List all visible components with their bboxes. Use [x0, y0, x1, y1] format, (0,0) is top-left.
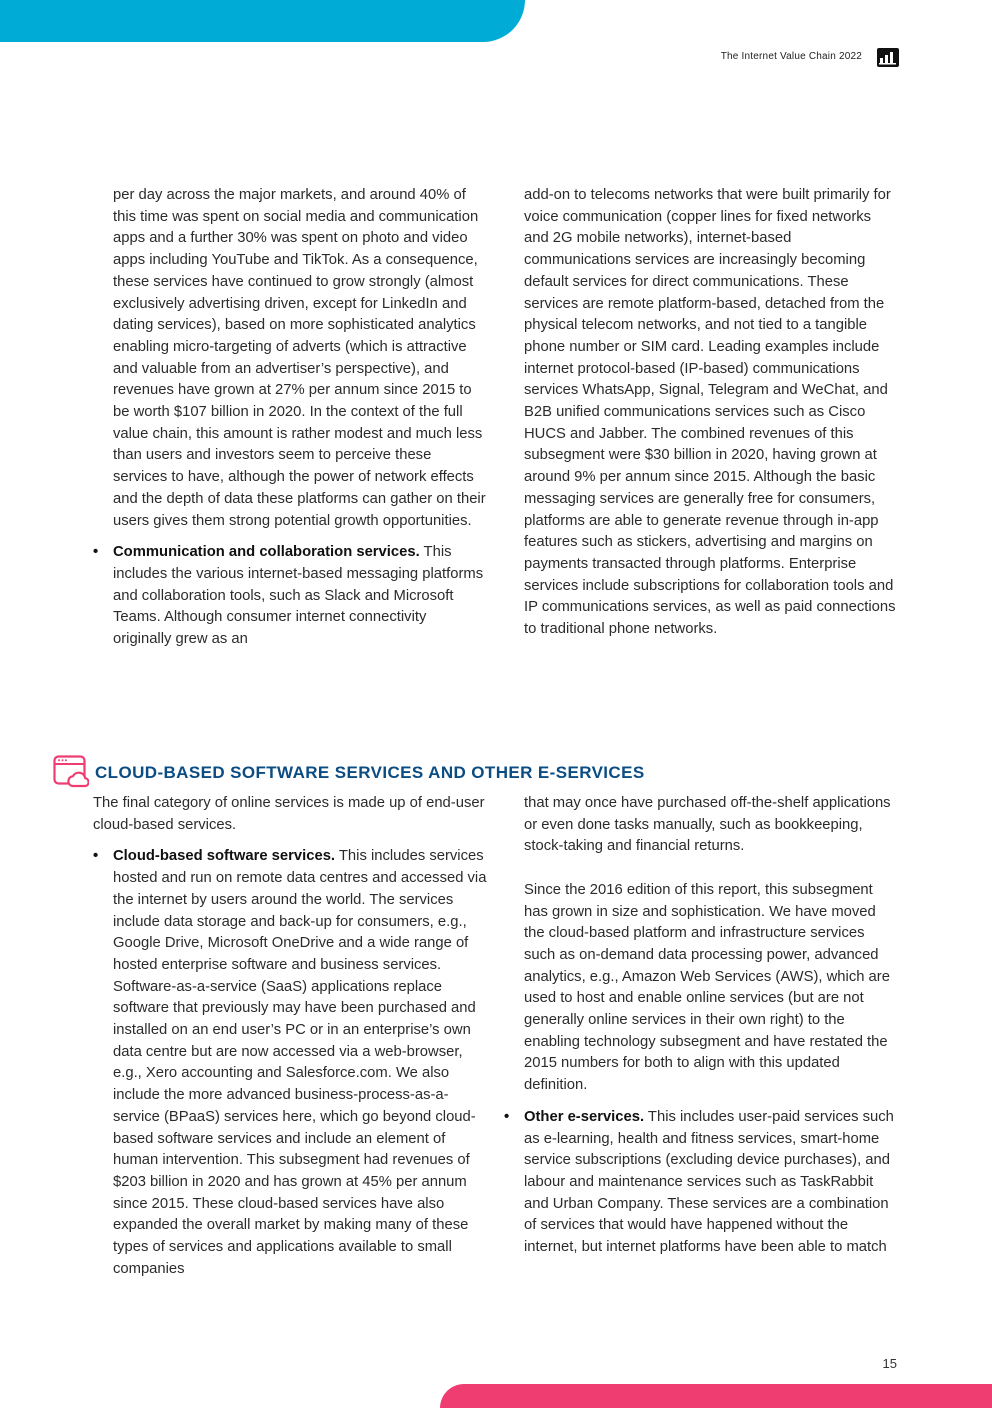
lower-left-column [93, 793, 488, 1280]
section-title: CLOUD-BASED SOFTWARE SERVICES AND OTHER E-SERVICES [95, 763, 645, 782]
page-number: 15 [882, 1356, 897, 1371]
report-title: The Internet Value Chain 2022 [720, 51, 862, 62]
social-media-paragraph: per day across the major markets, and around 40% of this time was spent on social media and communication apps and a further 30% was spent on photo and video apps including YouTube and TikTok. As a consequence, these services have continued to grow strongly (almost exclusively advertising driven, except for LinkedIn and dating services), based on more sophisticated analytics enabling micro-targeting of adverts (which is attractive and valuable from an advertiser’s perspective), and revenues have grown at 27% per annum since 2015 to be worth $107 billion in 2020. In the context of the full value chain, this amount is rather modest and much less than users and investors seem to perceive these services to have, although the power of network effects and the depth of data these platforms can gather on their users gives them strong potential growth opportunities. [113, 187, 486, 529]
footer-band [440, 1384, 992, 1408]
bullet-text: This includes the various internet-based messaging platforms and collaboration tools, such as Slack and Microsoft Teams. Although consumer internet connectivity originally grew as an [113, 544, 484, 648]
header-band [0, 0, 525, 42]
list-item [504, 1107, 896, 1259]
lower-right-bullets [504, 1107, 896, 1259]
chart-box-icon [877, 48, 899, 67]
cloud-continuation-paragraph: that may once have purchased off-the-shelf applications or even done tasks manually, such as bookkeeping, stock-taking and financial returns. [524, 795, 891, 855]
list-item [93, 846, 488, 1280]
list-item [93, 542, 488, 651]
cloud-browser-icon [53, 755, 89, 789]
bullet-term: Cloud-based software services. [113, 848, 336, 865]
bullet-term: Communication and collaboration services. [113, 544, 420, 561]
edition-paragraph: Since the 2016 edition of this report, this subsegment has grown in size and sophistication. We have moved the cloud-based platform and infrastructure services such as on-demand data processing power, advanced analytics, e.g., Amazon Web Services (AWS), which are used to host and enable online services (but are not generally online services in their own right) to the enabling technology subsegment and have restated the 2015 numbers for both to align with this updated definition. [524, 881, 890, 1094]
bullet-text: This includes services hosted and run on remote data centres and accessed via the internet by users around the world. The services include data storage and back-up for consumers, e.g., Google Drive, Microsoft OneDrive and a wide range of hosted enterprise software and business services. Software-as-a-service (SaaS) applications replace software that previously may have been purchased and installed on an end user’s PC or in an enterprise’s own data centre but are now accessed via a web-browser, e.g., Xero accounting and Salesforce.com. We also include the more advanced business-process-as-a-service (BPaaS) services here, which go beyond cloud-based software services and include an element of human intervention. This subsegment had revenues of $203 billion in 2020 and has grown at 45% per annum since 2015. These cloud-based services have also expanded the overall market by making many of these types of services and applications available to small companies [113, 848, 487, 1277]
communication-paragraph: add-on to telecoms networks that were built primarily for voice communication (copper lines for fixed networks and 2G mobile networks), internet-based communications services are increasingly becoming default services for direct communications. These services are remote platform-based, detached from the physical telecom networks, and not tied to a tangible phone number or SIM card. Leading examples include internet protocol-based (IP-based) communications services WhatsApp, Signal, Telegram and WeChat, and B2B unified communications services such as Cisco HUCS and Jabber. The combined revenues of this subsegment were $30 billion in 2020, having grown at around 9% per annum since 2015. Although the basic messaging services are generally free for consumers, platforms are able to generate revenue through in-app features such as stickers, advertising and margins on payments transacted through platforms. Enterprise services include subscriptions for collaboration tools and IP communications services, as well as paid connections to traditional phone networks. [524, 187, 896, 638]
lower-left-bullets [93, 846, 488, 1280]
upper-left-bullets [93, 542, 488, 651]
section-header [53, 755, 753, 789]
bullet-text: This includes user-paid services such as e-learning, health and fitness services, smart-home service subscriptions (excluding device purchases), and labour and maintenance services such as TaskRabbit and Urban Company. These services are a combination of services that would have happened without the internet, but internet platforms have been able to match [524, 1108, 894, 1256]
upper-left-column [93, 185, 488, 651]
lower-right-column [504, 793, 896, 1259]
final-category-intro: The final category of online services is made up of end-user cloud-based services. [93, 795, 485, 833]
bullet-term: Other e-services. [524, 1108, 645, 1125]
upper-right-column [524, 185, 896, 641]
